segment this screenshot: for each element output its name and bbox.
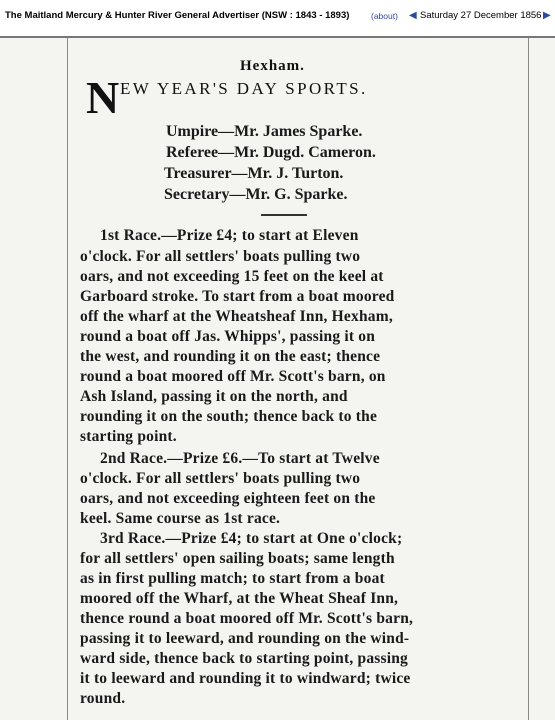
article-line: round a boat off Jas. Whipps', passing it on (80, 328, 376, 345)
article-headline: EW YEAR'S DAY SPORTS. (120, 79, 368, 98)
article-line: Ash Island, passing it on the north, and (80, 388, 348, 405)
scanned-article (0, 38, 555, 720)
next-issue-arrow-icon[interactable]: ▶ (543, 10, 551, 21)
issue-date[interactable]: Saturday 27 December 1856 (420, 10, 542, 21)
article-line: oars, and not exceeding 15 feet on the keel at (80, 268, 384, 285)
column-rule-right (528, 38, 529, 720)
article-line: Garboard stroke. To start from a boat moored (80, 288, 395, 305)
official-treasurer: Treasurer—Mr. J. Turton. (164, 165, 344, 182)
article-line: starting point. (80, 428, 177, 445)
article-masthead: Hexham. (240, 58, 305, 74)
official-umpire: Umpire—Mr. James Sparke. (166, 123, 363, 140)
column-rule-left (67, 38, 68, 720)
article-line: passing it to leeward, and rounding on the wind- (80, 630, 410, 647)
article-line: round a boat moored off Mr. Scott's barn, on (80, 368, 386, 385)
article-line: the west, and rounding it on the east; thence (80, 348, 381, 365)
article-line: as in first pulling match; to start from a boat (80, 570, 385, 587)
official-referee: Referee—Mr. Dugd. Cameron. (166, 144, 376, 161)
article-line: keel. Same course as 1st race. (80, 510, 281, 527)
publication-title[interactable]: The Maitland Mercury & Hunter River General Advertiser (NSW : 1843 - 1893) (5, 10, 350, 21)
article-line: round. (80, 690, 126, 707)
article-line: 2nd Race.—Prize £6.—To start at Twelve (100, 450, 380, 467)
article-line: oars, and not exceeding eighteen feet on the (80, 490, 376, 507)
article-line: for all settlers' open sailing boats; same length (80, 550, 395, 567)
section-divider (261, 214, 307, 216)
drop-cap: N (86, 72, 120, 123)
top-bar (0, 0, 555, 38)
article-line: it to leeward and rounding it to windward; twice (80, 670, 411, 687)
about-link[interactable]: (about) (371, 11, 398, 21)
article-line: o'clock. For all settlers' boats pulling two (80, 470, 361, 487)
article-line: off the wharf at the Wheatsheaf Inn, Hexham, (80, 308, 393, 325)
article-line: 1st Race.—Prize £4; to start at Eleven (100, 227, 359, 244)
article-line: 3rd Race.—Prize £4; to start at One o'clock; (100, 530, 403, 547)
article-line: thence round a boat moored off Mr. Scott's barn, (80, 610, 414, 627)
article-line: ward side, thence back to starting point, passing (80, 650, 409, 667)
previous-issue-arrow-icon[interactable]: ◀ (409, 10, 417, 21)
article-line: o'clock. For all settlers' boats pulling two (80, 248, 361, 265)
article-line: rounding it on the south; thence back to the (80, 408, 378, 425)
official-secretary: Secretary—Mr. G. Sparke. (164, 186, 348, 203)
article-line: moored off the Wharf, at the Wheat Sheaf Inn, (80, 590, 399, 607)
